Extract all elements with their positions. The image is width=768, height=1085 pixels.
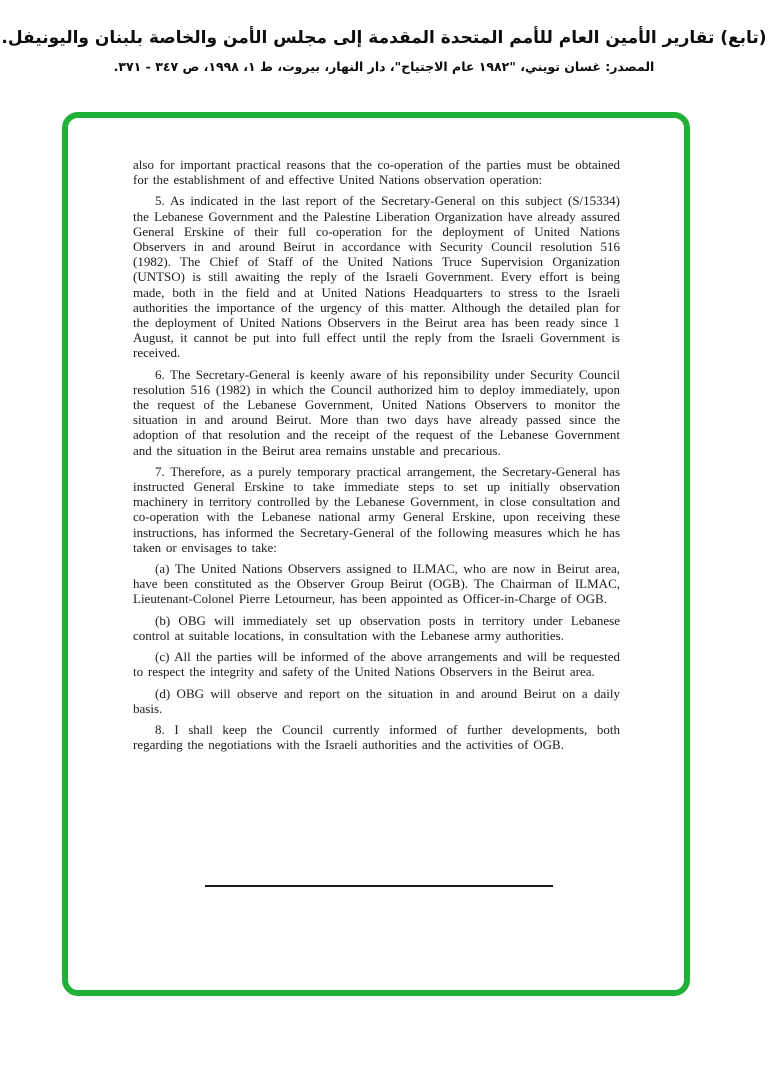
paragraph-5: 5. As indicated in the last report of the Secretary-General on this subject (S/15334) the Lebanese Government and the Palestine Liberation Organization have already assured General Erskine of their full co-operation for the deployment of United Nations Observers in and around Beirut in accordance with Security Council resolution 516 (1982). The Chief of Staff of the United Nations Truce Supervision Organization (UNTSO) is still awaiting the reply of the Israeli Government. Every effort is being made, both in the field and at United Nations Headquarters to stress to the Israeli authorities the importance of the urgency of this matter. Although the detailed plan for the deployment of United Nations Observers in the Beirut area has been ready since 1 August, it cannot be put into full effect until the reply from the Israeli Government is received. [133,193,620,361]
paragraph-intro-continuation: also for important practical reasons that the co-operation of the parties must be obtained for the establishment of and effective United Nations observation operation: [133,157,620,188]
paragraph-6: 6. The Secretary-General is keenly aware of his reponsibility under Security Council resolution 516 (1982) in which the Council authorized him to deploy immediately, upon the request of the Lebanese Government, United Nations Observers to monitor the situation in and around Beirut. More than two days have already passed since the adoption of that resolution and the receipt of the request of the Lebanese Government and the situation in the Beirut area remains unstable and precarious. [133,366,620,458]
arabic-header-source-citation: المصدر: غسان تويني، "١٩٨٢ عام الاجتياح"، دار النهار، بيروت، ط ١، ١٩٩٨، ص ٣٤٧ - ٣٧١. [113,58,655,74]
paragraph-7: 7. Therefore, as a purely temporary practical arrangement, the Secretary-General has instructed General Erskine to take immediate steps to set up initially observation machinery in territory controlled by the Lebanese Government, in close consultation and co-operation with the Lebanese national army General Erskine, upon receiving these instructions, has informed the Secretary-General of the following measures which he has taken or envisages to take: [133,463,620,555]
paragraph-c: (c) All the parties will be informed of the above arrangements and will be requested to respect the integrity and safety of the United Nations Observers in the Beirut area. [133,649,620,680]
arabic-header [0,26,768,75]
paragraph-8: 8. I shall keep the Council currently informed of further developments, both regarding the negotiations with the Israeli authorities and the activities of OGB. [133,721,620,753]
paragraph-b: (b) OBG will immediately set up observation posts in territory under Lebanese control at suitable locations, in consultation with the Lebanese army authorities. [133,612,620,643]
document-text-body [133,157,620,758]
signature-divider-line [205,885,553,887]
paragraph-d: (d) OBG will observe and report on the situation in and around Beirut on a daily basis. [133,685,620,716]
paragraph-a: (a) The United Nations Observers assigned to ILMAC, who are now in Beirut area, have been constituted as the Observer Group Beirut (OGB). The Chairman of ILMAC, Lieutenant-Colonel Pierre Letourneur, has been appointed as Officer-in-Charge of OGB. [133,561,620,607]
arabic-header-title: (تابع) تقارير الأمين العام للأمم المتحدة المقدمة إلى مجلس الأمن والخاصة بلبنان واليونيفل. [1,28,767,48]
